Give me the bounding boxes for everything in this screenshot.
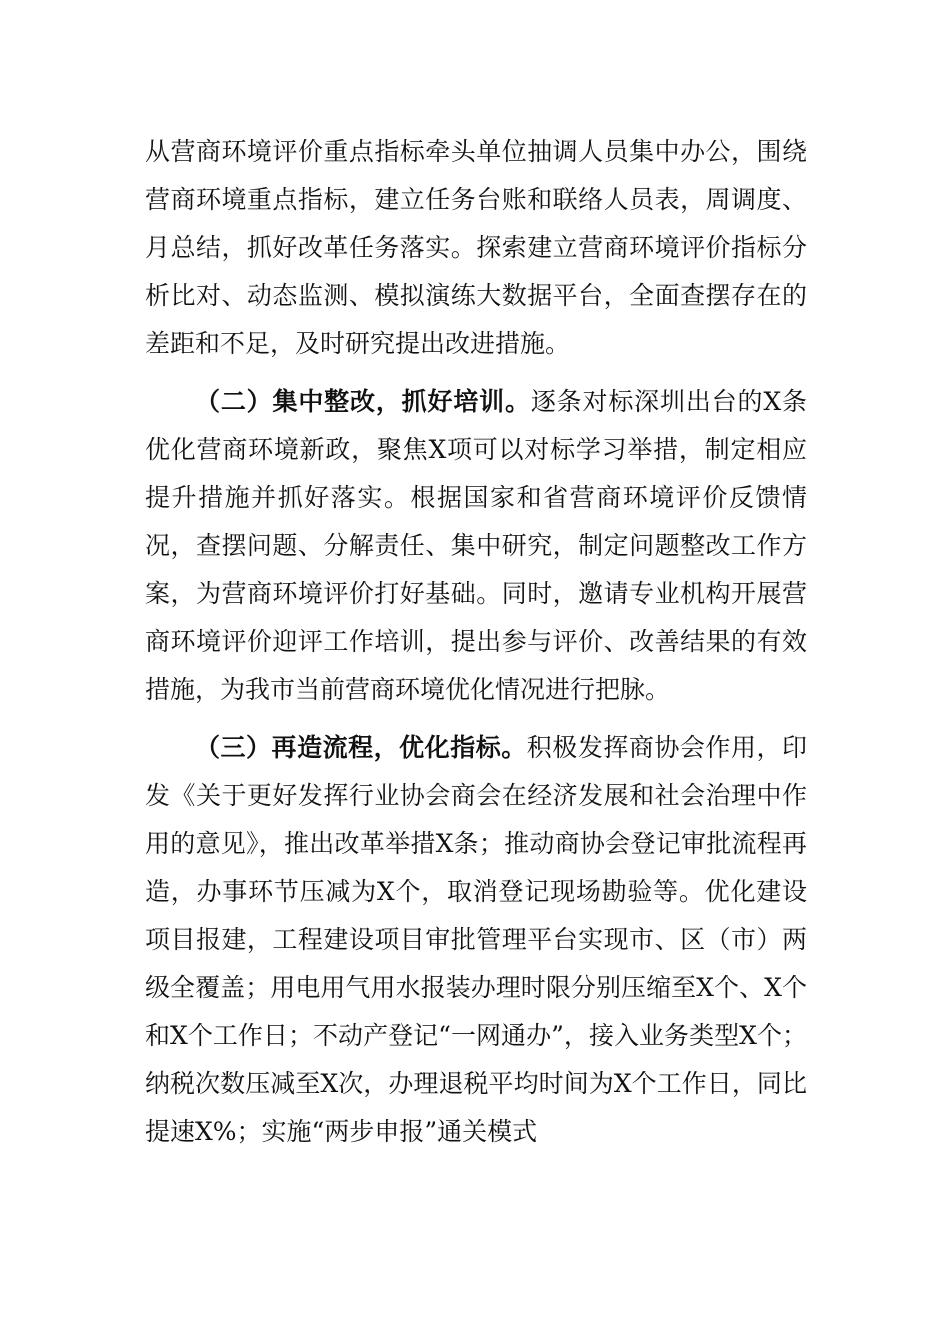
- paragraph-text: 积极发挥商协会作用，印发《关于更好发挥行业协会商会在经济发展和社会治理中作用的意见》，推出改革举措X条；推动商协会登记审批流程再造，办事环节压减为X个，取消登记现场勘验等。优化建设项目报建，工程建设项目审批管理平台实现市、区（市）两级全覆盖；用电用气用水报装办理时限分别压缩至X个、X个和X个工作日；不动产登记“一网通办”，接入业务类型X个；纳税次数压减至X次，办理退税平均时间为X个工作日，同比提速X%；实施“两步申报”通关模式: [145, 733, 807, 1146]
- section-heading: （二）集中整改，抓好培训。: [195, 387, 531, 416]
- paragraph-text: 逐条对标深圳出台的X条优化营商环境新政，聚焦X项可以对标学习举措，制定相应提升措施并抓好落实。根据国家和省营商环境评价反馈情况，查摆问题、分解责任、集中研究，制定问题整改工作方案，为营商环境评价打好基础。同时，邀请专业机构开展营商环境评价迎评工作培训，提出参与评价、改善结果的有效措施，为我市当前营商环境优化情况进行把脉。: [145, 387, 807, 704]
- section-heading: （三）再造流程，优化指标。: [195, 733, 527, 762]
- paragraph-section-2: [145, 378, 807, 714]
- document-body: [145, 128, 807, 1166]
- paragraph-section-3: [145, 724, 807, 1156]
- paragraph-text: 从营商环境评价重点指标牵头单位抽调人员集中办公，围绕营商环境重点指标，建立任务台账和联络人员表，周调度、月总结，抓好改革任务落实。探索建立营商环境评价指标分析比对、动态监测、模拟演练大数据平台，全面查摆存在的差距和不足，及时研究提出改进措施。: [145, 137, 807, 358]
- paragraph-continuation: [145, 128, 807, 368]
